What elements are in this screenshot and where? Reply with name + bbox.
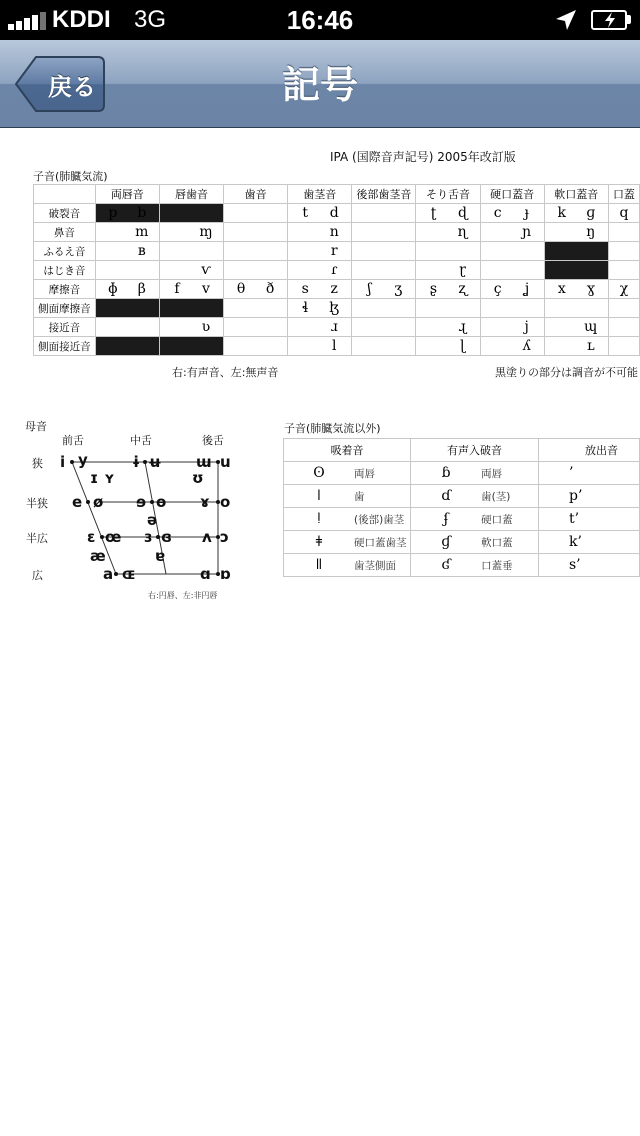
vowel-symbol: ɶ — [122, 565, 136, 583]
non-pulmonic-section-title: 子音(肺臓気流以外) — [284, 422, 381, 435]
click-symbol: ǃ — [316, 511, 322, 527]
consonant-cell — [288, 280, 352, 299]
row-label: 鼻音 — [34, 223, 96, 242]
row-label: 側面接近音 — [34, 337, 96, 356]
ipa-chart[interactable] — [0, 128, 640, 1136]
voiced-symbol: ʟ — [586, 338, 595, 354]
vowel-symbol: ɐ — [155, 547, 166, 565]
non-pulmonic-cell — [284, 554, 411, 577]
vowel-symbol: ɪ — [90, 469, 99, 487]
voiceless-symbol: θ — [236, 281, 246, 297]
vowel-symbol: e — [72, 493, 83, 511]
voiced-symbol: ɟ — [524, 205, 529, 221]
vowel-symbol: ʊ — [192, 469, 204, 487]
non-pulmonic-row — [284, 462, 640, 485]
voiceless-symbol: s — [301, 281, 309, 297]
vowel-rounding-note: 右:円唇、左:非円唇 — [148, 591, 218, 600]
consonant-cell — [416, 261, 480, 280]
ejective-symbol: ’ — [568, 465, 574, 481]
consonant-cell — [288, 242, 352, 261]
voiceless-symbol: ʈ — [430, 205, 437, 221]
voiceless-symbol: ʂ — [429, 281, 438, 297]
consonant-cell — [288, 318, 352, 337]
consonant-cell — [480, 223, 544, 242]
vowel-symbol: ɵ — [156, 493, 167, 511]
row-label: 接近音 — [34, 318, 96, 337]
chart-title: IPA (国際音声記号) 2005年改訂版 — [330, 150, 516, 164]
voiced-symbol: j — [524, 319, 529, 335]
click-place-label: 歯茎側面 — [354, 560, 396, 572]
click-symbol: ǀ — [316, 488, 322, 504]
consonant-cell — [352, 261, 416, 280]
implosive-place-label: 軟口蓋 — [481, 537, 513, 549]
consonant-cell — [480, 261, 544, 280]
vowel-symbol: u — [220, 453, 231, 471]
consonant-cell — [416, 299, 480, 318]
non-pulmonic-cell — [538, 485, 639, 508]
consonant-cell — [608, 242, 639, 261]
implosive-symbol: ɓ — [441, 465, 451, 481]
voiced-symbol: ŋ — [586, 224, 596, 240]
voiced-symbol: ɮ — [329, 300, 340, 316]
voiced-symbol: v — [201, 281, 210, 297]
vowels-section-title: 母音 — [25, 420, 47, 433]
voiceless-symbol: p — [108, 205, 118, 221]
navigation-bar — [0, 40, 640, 128]
voiced-symbol: ʙ — [137, 243, 146, 259]
column-header: そり舌音 — [416, 185, 480, 204]
voiceless-symbol: k — [557, 205, 567, 221]
click-symbol: ʘ — [313, 465, 325, 481]
consonant-cell — [544, 223, 608, 242]
vowel-symbol: ɤ — [200, 493, 210, 511]
voiced-symbol: z — [330, 281, 338, 297]
voiced-symbol: ɾ — [331, 262, 338, 278]
consonant-cell — [288, 337, 352, 356]
voiced-symbol: b — [137, 205, 147, 221]
implosive-symbol: ɗ — [441, 488, 451, 504]
row-label: はじき音 — [34, 261, 96, 280]
consonant-cell — [544, 318, 608, 337]
consonant-cell — [544, 337, 608, 356]
click-place-label: 歯 — [354, 491, 365, 503]
status-time: 16:46 — [286, 5, 354, 35]
charging-bolt-icon — [602, 12, 618, 28]
voiced-symbol: ɻ — [458, 319, 467, 335]
consonant-cell — [480, 242, 544, 261]
consonant-cell — [480, 280, 544, 299]
vowel-symbol: y — [78, 451, 88, 469]
voiced-symbol: ɭ — [459, 338, 466, 354]
consonant-cell — [352, 337, 416, 356]
voiced-symbol: ʝ — [524, 281, 530, 297]
vowel-symbol: œ — [105, 528, 122, 546]
carrier-name: KDDI — [52, 6, 111, 33]
vowel-symbol: æ — [90, 547, 106, 565]
voiced-symbol: ɱ — [199, 224, 213, 240]
consonant-cell — [544, 261, 608, 280]
voiceless-symbol: x — [557, 281, 566, 297]
voiceless-symbol: t — [302, 205, 309, 221]
vowel-symbol: ɒ — [220, 565, 231, 583]
vowel-row-close-mid: 半狭 — [26, 497, 48, 510]
vowel-row-open: 広 — [32, 569, 43, 582]
column-header: 後部歯茎音 — [352, 185, 416, 204]
click-symbol: ǂ — [315, 534, 323, 550]
voiceless-symbol: ç — [493, 281, 502, 297]
voiced-symbol: l — [331, 338, 337, 354]
consonants-section-title: 子音(肺臓気流) — [33, 170, 108, 183]
voiceless-symbol: ɸ — [107, 281, 118, 297]
consonant-cell — [608, 223, 639, 242]
column-header: 歯茎音 — [288, 185, 352, 204]
voiced-symbol: ð — [265, 281, 275, 297]
battery-icon — [591, 10, 627, 30]
vowel-symbol: ɘ — [136, 493, 147, 511]
consonant-cell — [544, 242, 608, 261]
voiced-symbol: ʎ — [522, 338, 531, 354]
vowel-row-close: 狭 — [32, 457, 43, 470]
status-bar — [0, 0, 640, 40]
consonant-cell — [480, 318, 544, 337]
voiceless-symbol: f — [174, 281, 180, 297]
consonant-cell — [608, 318, 639, 337]
vowel-symbol: ɑ — [200, 565, 211, 583]
voiced-symbol: ɳ — [457, 224, 468, 240]
non-pulmonic-cell — [411, 485, 539, 508]
non-pulmonic-cell — [538, 462, 639, 485]
vowel-symbol: ʏ — [104, 469, 115, 487]
battery-tip — [627, 15, 631, 24]
row-label: 側面摩擦音 — [34, 299, 96, 318]
consonant-cell — [480, 299, 544, 318]
non-pulmonic-header-row — [284, 439, 640, 462]
vowel-symbol: i — [60, 453, 66, 471]
non-pulmonic-cell — [411, 508, 539, 531]
vowel-symbol: ɯ — [196, 453, 212, 471]
voiced-symbol: ʋ — [201, 319, 211, 335]
vowel-symbol: ə — [147, 511, 158, 529]
voiceless-symbol: ɬ — [302, 300, 309, 316]
column-header: 口蓋 — [608, 185, 639, 204]
column-header: 吸着音 — [284, 439, 411, 462]
vowel-symbol: ɨ — [132, 453, 141, 471]
voiceless-symbol: c — [493, 205, 502, 221]
non-pulmonic-cell — [284, 485, 411, 508]
consonant-symbol: χ — [619, 281, 629, 297]
vowel-column-back: 後舌 — [202, 434, 224, 447]
consonant-cell — [352, 280, 416, 299]
implosive-symbol: ɠ — [441, 534, 451, 550]
vowel-row-open-mid: 半広 — [26, 532, 48, 545]
consonant-cell — [352, 299, 416, 318]
non-pulmonic-cell — [538, 508, 639, 531]
consonant-cell — [608, 261, 639, 280]
consonant-cell — [416, 223, 480, 242]
non-pulmonic-cell — [284, 508, 411, 531]
consonant-cell — [288, 261, 352, 280]
ejective-symbol: p’ — [568, 488, 583, 504]
non-pulmonic-cell — [538, 554, 639, 577]
implosive-place-label: 両唇 — [481, 468, 503, 480]
column-header: 歯音 — [224, 185, 288, 204]
non-pulmonic-row — [284, 485, 640, 508]
vowel-symbol: ɞ — [161, 528, 172, 546]
vowel-symbol: ɔ — [220, 528, 229, 546]
consonant-impossible-note: 黒塗りの部分は調音が不可能 — [495, 366, 638, 379]
vowel-symbol: ɛ — [87, 528, 96, 546]
consonant-voicing-note: 右:有声音、左:無声音 — [172, 366, 279, 379]
vowel-symbol: ø — [93, 493, 104, 511]
consonant-cell — [352, 242, 416, 261]
vowel-symbol: a — [103, 565, 114, 583]
location-arrow-icon — [554, 8, 578, 32]
voiced-symbol: ʐ — [458, 281, 467, 297]
consonant-cell — [288, 204, 352, 223]
consonant-cell — [352, 318, 416, 337]
vowel-column-central: 中舌 — [130, 434, 152, 447]
non-pulmonic-cell — [284, 531, 411, 554]
consonant-cell — [416, 242, 480, 261]
vowel-symbol: o — [220, 493, 231, 511]
consonant-symbol: q — [619, 205, 629, 221]
voiceless-symbol: ʃ — [367, 281, 372, 297]
implosive-place-label: 歯(茎) — [481, 491, 511, 503]
non-pulmonic-row — [284, 531, 640, 554]
voiced-symbol: n — [329, 224, 339, 240]
column-header: 両唇音 — [95, 185, 159, 204]
column-header: 硬口蓋音 — [480, 185, 544, 204]
click-place-label: 硬口蓋歯茎 — [354, 537, 407, 549]
non-pulmonic-cell — [411, 462, 539, 485]
ejective-symbol: t’ — [568, 511, 580, 527]
non-pulmonic-cell — [284, 462, 411, 485]
column-header: 放出音 — [538, 439, 639, 462]
voiced-symbol: ɽ — [459, 262, 466, 278]
consonant-cell — [352, 223, 416, 242]
non-pulmonic-cell — [411, 554, 539, 577]
consonant-cell — [480, 204, 544, 223]
implosive-place-label: 口蓋垂 — [481, 560, 513, 572]
implosive-place-label: 硬口蓋 — [481, 514, 513, 526]
consonant-cell — [288, 299, 352, 318]
vowel-symbol: ʉ — [148, 453, 162, 471]
consonant-cell — [544, 204, 608, 223]
consonant-cell — [608, 280, 639, 299]
implosive-symbol: ʛ — [441, 557, 451, 573]
back-button-label: 戻る — [48, 73, 96, 101]
consonant-cell — [416, 318, 480, 337]
column-header: 唇歯音 — [159, 185, 223, 204]
consonant-cell — [608, 299, 639, 318]
non-pulmonic-cell — [538, 531, 639, 554]
row-label: 摩擦音 — [34, 280, 96, 299]
voiced-symbol: ɡ — [586, 205, 596, 221]
consonant-cell — [416, 337, 480, 356]
non-pulmonic-cell — [411, 531, 539, 554]
voiced-symbol: ⱱ — [201, 262, 211, 278]
consonant-cell — [416, 280, 480, 299]
vowel-trapezoid — [0, 128, 280, 608]
voiced-symbol: ɰ — [584, 319, 598, 335]
page-title: 記号 — [281, 63, 358, 107]
voiced-symbol: d — [329, 205, 339, 221]
ejective-symbol: s’ — [568, 557, 581, 573]
voiced-symbol: β — [137, 281, 146, 297]
vowel-column-front: 前舌 — [62, 434, 84, 447]
vowel-symbol: ɜ — [144, 528, 153, 546]
consonant-cell — [480, 337, 544, 356]
implosive-symbol: ʄ — [443, 511, 449, 527]
voiced-symbol: m — [135, 224, 149, 240]
consonant-cell — [608, 337, 639, 356]
consonant-cell — [352, 204, 416, 223]
voiced-symbol: ɣ — [586, 281, 595, 297]
row-label: 破裂音 — [34, 204, 96, 223]
voiced-symbol: ɖ — [457, 205, 468, 221]
click-place-label: (後部)歯茎 — [354, 514, 405, 526]
click-place-label: 両唇 — [354, 468, 375, 480]
column-header: 軟口蓋音 — [544, 185, 608, 204]
click-symbol: ǁ — [315, 557, 323, 573]
column-header: 有声入破音 — [411, 439, 539, 462]
non-pulmonic-row — [284, 554, 640, 577]
network-type: 3G — [134, 6, 167, 33]
consonant-cell — [416, 204, 480, 223]
voiced-symbol: ɲ — [522, 224, 532, 240]
voiced-symbol: r — [330, 243, 338, 259]
consonant-cell — [544, 299, 608, 318]
vowel-symbol: ʌ — [202, 528, 212, 546]
voiced-symbol: ɹ — [330, 319, 338, 335]
consonant-cell — [288, 223, 352, 242]
ejective-symbol: k’ — [568, 534, 582, 550]
consonant-cell — [608, 204, 639, 223]
row-label: ふるえ音 — [34, 242, 96, 261]
voiced-symbol: ʒ — [394, 281, 403, 297]
non-pulmonic-table — [283, 438, 640, 577]
consonant-cell — [544, 280, 608, 299]
non-pulmonic-row — [284, 508, 640, 531]
